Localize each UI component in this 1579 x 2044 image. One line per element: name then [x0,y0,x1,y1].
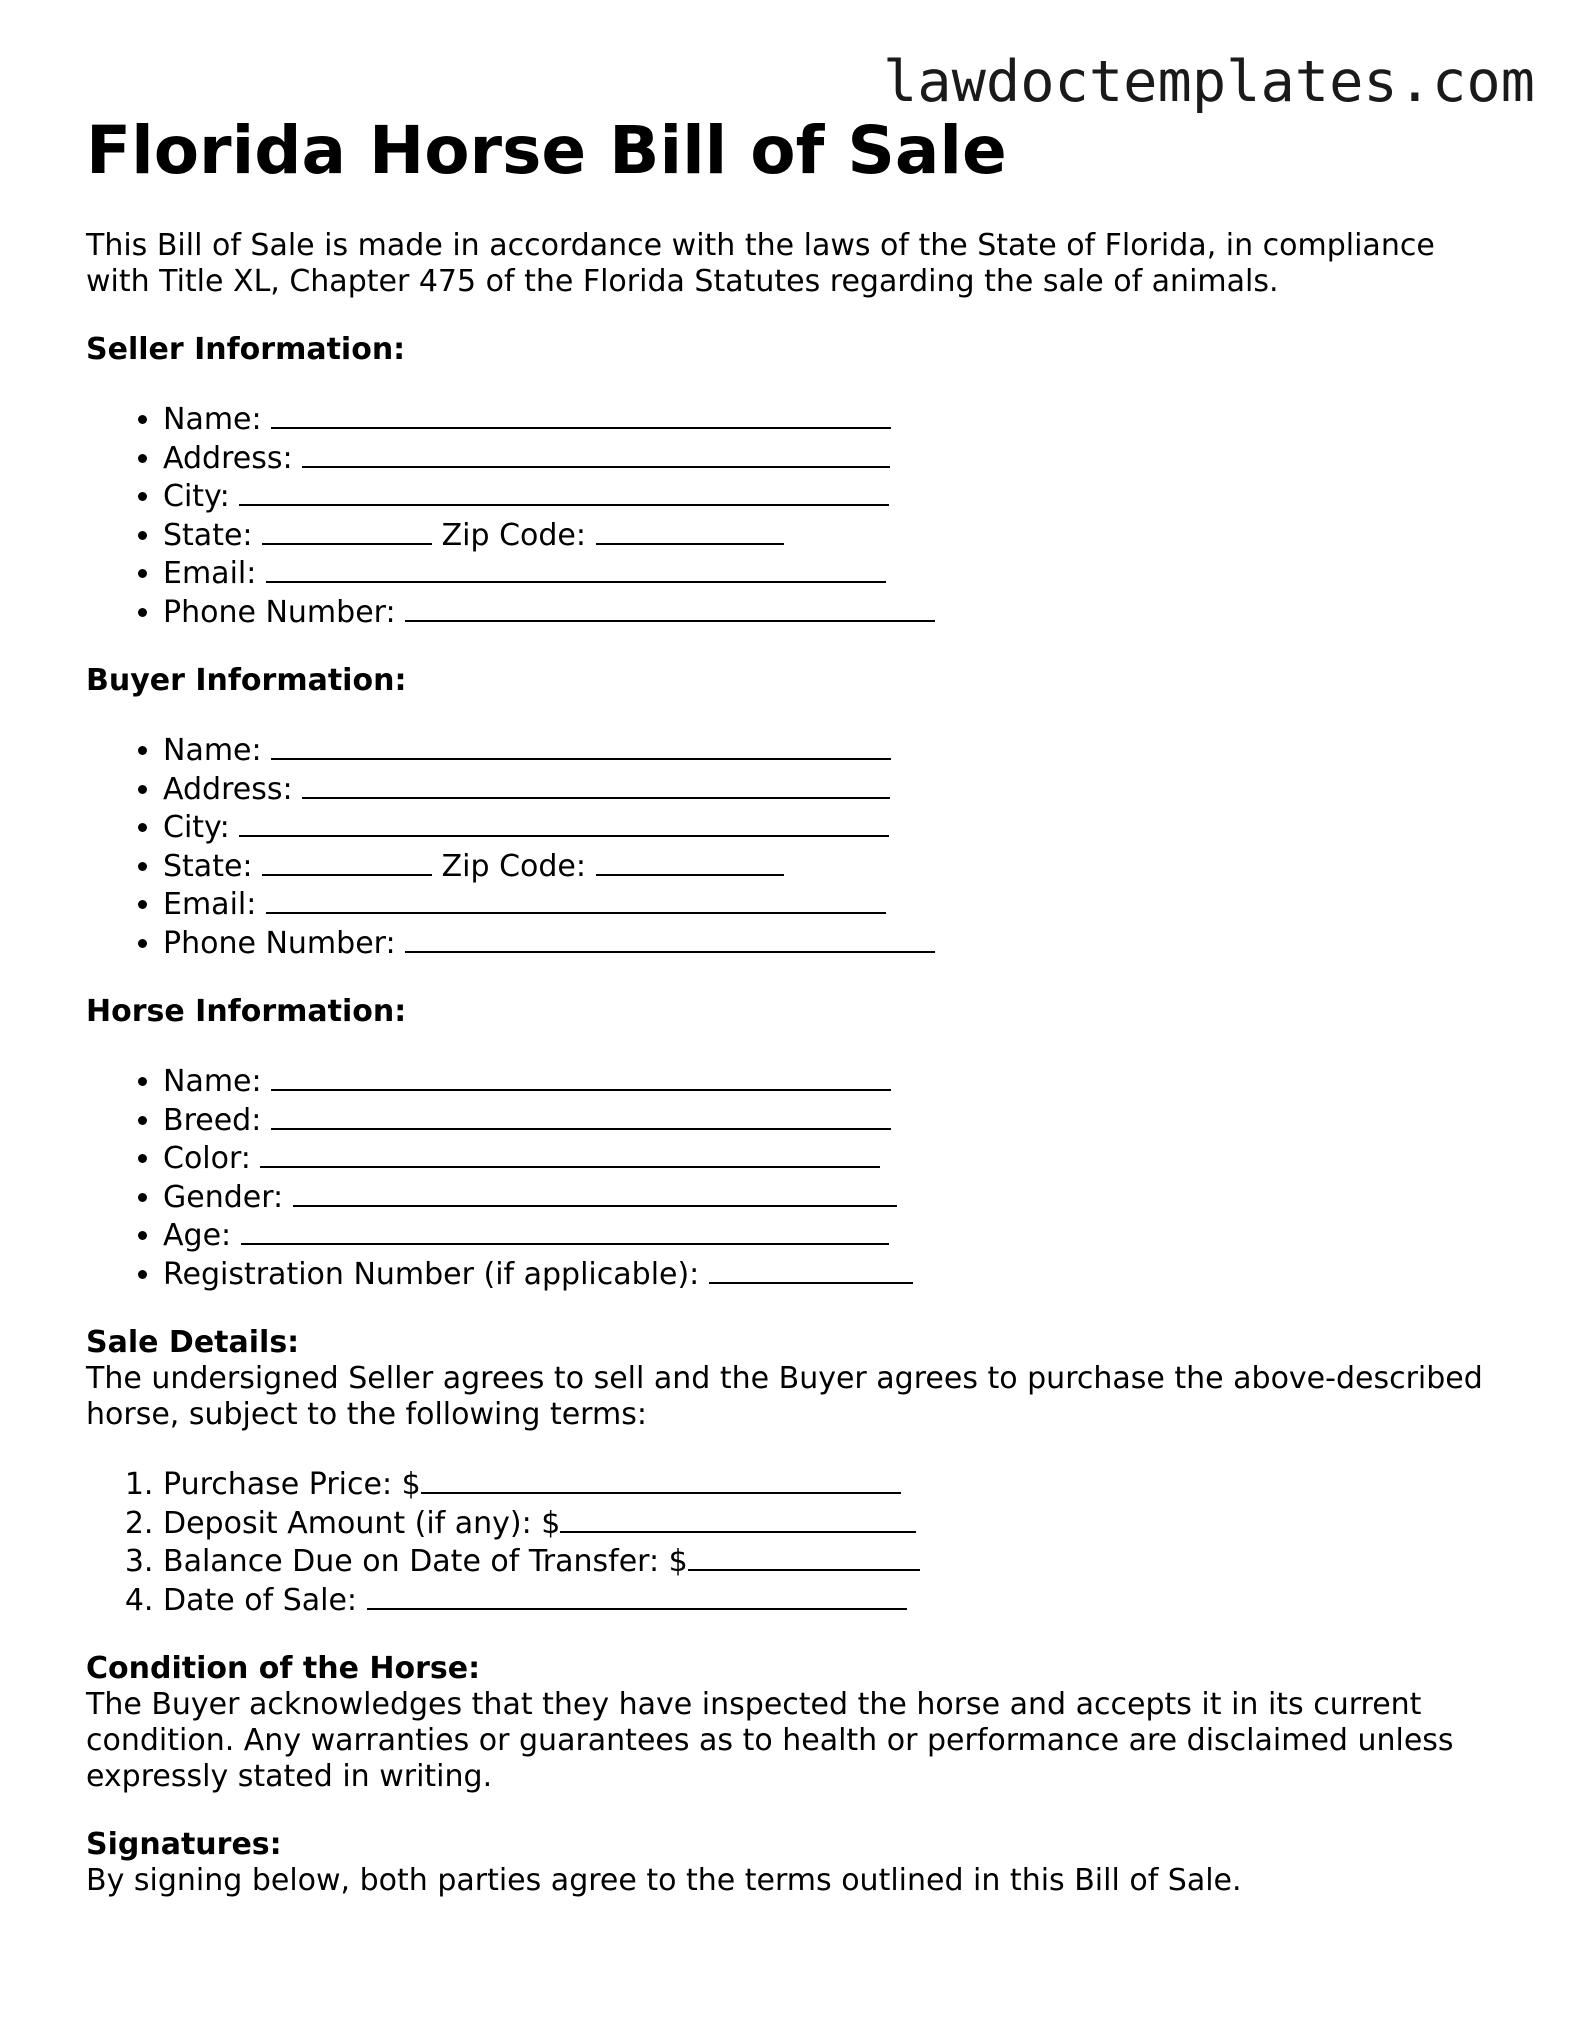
field-label: State: [163,517,253,553]
field-label: Phone Number: [163,925,396,961]
condition-heading: Condition of the Horse: [86,1651,481,1686]
buyer-address-blank[interactable] [302,770,890,799]
sale-heading: Sale Details: [86,1325,300,1360]
horse-breed-field [163,1101,1506,1140]
field-label: Gender: [163,1179,284,1215]
buyer-city-blank[interactable] [239,808,889,837]
seller-state-blank[interactable] [262,516,432,545]
horse-color-blank[interactable] [260,1139,880,1168]
sale-terms [86,1465,1506,1619]
field-label: Address: [163,771,293,807]
field-label: Date of Sale: [163,1582,358,1618]
buyer-heading: Buyer Information: [86,663,407,698]
signatures-heading: Signatures: [86,1827,282,1862]
horse-age-field [163,1216,1506,1255]
seller-address-blank[interactable] [302,439,890,468]
field-label: Email: [163,887,257,922]
buyer-name-blank[interactable] [271,731,891,760]
seller-name-field [163,400,1506,439]
buyer-zip-blank[interactable] [596,847,784,876]
seller-state-zip-field [163,516,1506,555]
horse-name-field [163,1062,1506,1101]
horse-heading: Horse Information: [86,994,407,1029]
horse-age-blank[interactable] [241,1216,889,1245]
date-of-sale-blank[interactable] [367,1581,907,1610]
seller-city-blank[interactable] [239,477,889,506]
field-label: Purchase Price: $ [163,1467,421,1502]
seller-email-field [163,554,1506,593]
intro-paragraph: This Bill of Sale is made in accordance with the laws of the State of Florida, in compliance with Title XL, Chapter 475 of the Florida Statutes regarding the sale of animals. [86,228,1435,299]
date-of-sale-field [163,1581,1506,1620]
field-label: State: [163,848,253,884]
seller-address-field [163,439,1506,478]
balance-blank[interactable] [688,1542,920,1571]
field-label: Phone Number: [163,594,396,630]
horse-gender-blank[interactable] [293,1178,897,1207]
horse-color-field [163,1139,1506,1178]
seller-phone-blank[interactable] [405,593,935,622]
buyer-address-field [163,770,1506,809]
horse-fields [86,1062,1506,1293]
field-label: Name: [163,1064,262,1099]
horse-registration-blank[interactable] [709,1255,913,1284]
seller-email-blank[interactable] [266,554,886,583]
condition-paragraph: The Buyer acknowledges that they have inspected the horse and accepts it in its current condition. Any warranties or guarantees as to health or performance are disclaimed unless expressly stated in writing. [86,1687,1454,1794]
deposit-field [163,1504,1506,1543]
seller-zip-blank[interactable] [596,516,784,545]
sale-paragraph: The undersigned Seller agrees to sell and the Buyer agrees to purchase the above-described horse, subject to the following terms: [86,1361,1483,1432]
seller-phone-field [163,593,1506,632]
buyer-name-field [163,731,1506,770]
horse-gender-field [163,1178,1506,1217]
field-label: Name: [163,733,262,768]
document-title: Florida Horse Bill of Sale [86,112,1007,189]
seller-fields [86,400,1506,631]
field-label: Zip Code: [441,848,586,884]
buyer-city-field [163,808,1506,847]
seller-city-field [163,477,1506,516]
purchase-price-field [163,1465,1506,1504]
deposit-blank[interactable] [560,1504,916,1533]
field-label: Balance Due on Date of Transfer: $ [163,1544,688,1579]
buyer-phone-field [163,924,1506,963]
buyer-email-field [163,885,1506,924]
purchase-price-blank[interactable] [421,1465,901,1494]
buyer-state-blank[interactable] [262,847,432,876]
field-label: Email: [163,556,257,591]
balance-field [163,1542,1506,1581]
buyer-fields [86,731,1506,962]
field-label: Color: [163,1141,251,1176]
field-label: City: [163,479,230,514]
signatures-paragraph: By signing below, both parties agree to the terms outlined in this Bill of Sale. [86,1863,1242,1898]
site-watermark: lawdoctemplates.com [882,49,1535,115]
document-body [86,112,1506,1899]
field-label: Deposit Amount (if any): $ [163,1505,561,1541]
field-label: Address: [163,440,293,476]
field-label: Age: [163,1218,232,1253]
buyer-state-zip-field [163,847,1506,886]
field-label: Name: [163,402,262,437]
horse-registration-field [163,1255,1506,1294]
seller-heading: Seller Information: [86,332,406,367]
horse-breed-blank[interactable] [271,1101,891,1130]
field-label: Breed: [163,1102,262,1138]
field-label: City: [163,810,230,845]
buyer-email-blank[interactable] [266,885,886,914]
field-label: Registration Number (if applicable): [163,1256,700,1292]
seller-name-blank[interactable] [271,400,891,429]
field-label: Zip Code: [441,517,586,553]
horse-name-blank[interactable] [271,1062,891,1091]
buyer-phone-blank[interactable] [405,924,935,953]
